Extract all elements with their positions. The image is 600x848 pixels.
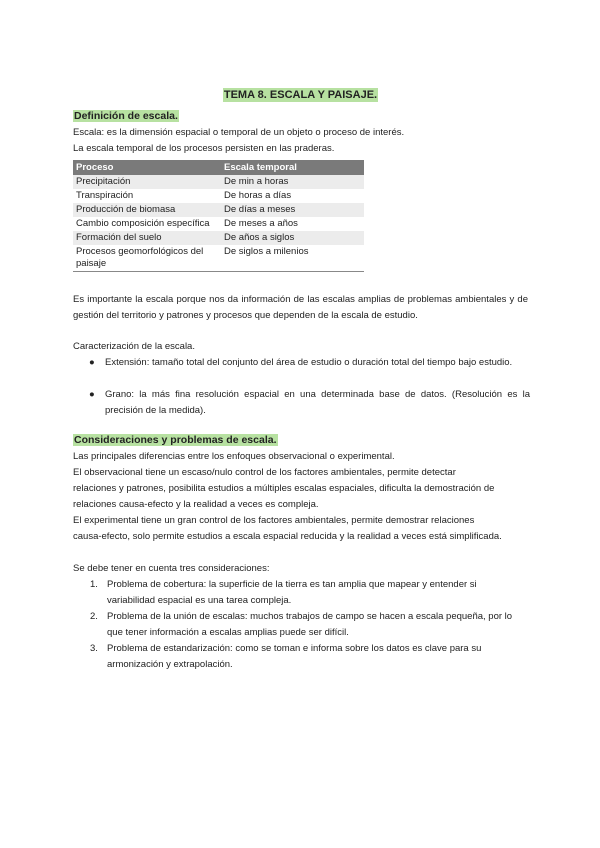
table-cell: Cambio composición específica [76,218,210,229]
table-cell: De horas a días [224,190,292,201]
list-item: ● Extensión: tamaño total del conjunto del área de estudio o duración total del tiempo bajo estudio. [89,355,529,387]
bullet-icon: ● [89,389,95,400]
text-line: Las principales diferencias entre los enfoques observacional o experimental. [73,451,395,462]
table-header: Escala temporal [221,160,364,175]
text-line: Caracterización de la escala. [73,341,195,352]
table-cell: De min a horas [221,175,364,189]
table-row [73,175,364,189]
text-line: Escala: es la dimensión espacial o temporal de un objeto o proceso de interés. [73,127,405,138]
text-line: relaciones causa-efecto y la realidad a veces es compleja. [73,499,319,510]
table-row [73,217,364,231]
table-cell: De meses a años [224,218,298,229]
table-row [73,189,364,203]
list-item: ● Grano: la más fina resolución espacial en una determinada base de datos. (Resolución es la precisión de la medida). [89,389,530,416]
table-cell: De días a meses [221,203,364,217]
table-cell: De años a siglos [221,231,364,245]
table-row [73,245,364,272]
table-row [73,203,364,217]
text-line: El experimental tiene un gran control de los factores ambientales, permite demostrar relaciones [73,515,475,526]
table-cell: Transpiración [76,190,134,201]
list-item: 3. Problema de estandarización: como se toman e informa sobre los datos es clave para su armonización y extrapolación. [90,643,482,670]
page-title: TEMA 8. ESCALA Y PAISAJE. [223,89,378,101]
paragraph: Es importante la escala porque nos da información de las escalas amplias de problemas ambientales y de gestión del territorio y patrones y procesos que dependen de la escala de estudio. [73,294,528,321]
table-cell: Procesos geomorfológicos del paisaje [73,245,221,272]
list-item: 2. Problema de la unión de escalas: muchos trabajos de campo se hacen a escala pequeña, por lo que tener información a escalas amplias puede ser difícil. [90,611,513,638]
table-cell: Formación del suelo [73,231,221,245]
text-line: Se debe tener en cuenta tres consideraciones: [73,563,270,574]
section-heading-consideraciones: Consideraciones y problemas de escala. [74,434,277,446]
table-row [73,231,364,245]
table-header: Proceso [73,160,221,175]
text-line: El observacional tiene un escaso/nulo control de los factores ambientales, permite detectar [73,467,456,478]
table-cell: Producción de biomasa [73,203,221,217]
bullet-icon: ● [89,357,95,368]
section-heading-definicion: Definición de escala. [74,110,178,122]
process-table [73,160,364,272]
list-item: 1. Problema de cobertura: la superficie de la tierra es tan amplia que mapear y entender si variabilidad espacial es una tarea compleja. [90,579,477,606]
text-line: La escala temporal de los procesos persisten en las praderas. [73,143,335,154]
text-line: causa-efecto, solo permite estudios a escala espacial reducida y la realidad a veces está simplificada. [73,531,502,542]
table-cell: Precipitación [73,175,221,189]
table-cell: De siglos a milenios [221,245,364,272]
text-line: relaciones y patrones, posibilita estudios a múltiples escalas espaciales, dificulta la demostración de [73,483,495,494]
